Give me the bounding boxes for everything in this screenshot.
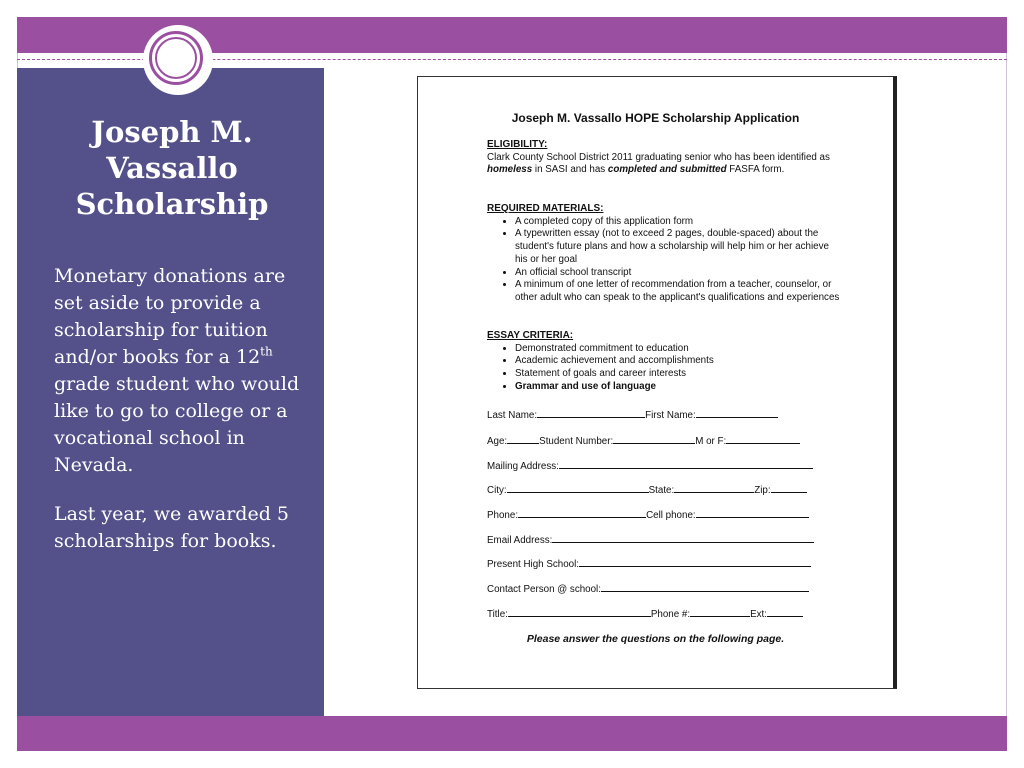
list-item: • A typewritten essay (not to exceed 2 pages, double-spaced) about the student's future plans and how a scholarship will help him or her achieve his or her goal bbox=[515, 228, 842, 266]
last-name-label: Last Name: bbox=[487, 410, 538, 421]
form-row-mailing bbox=[487, 458, 824, 472]
eligibility-text bbox=[487, 152, 842, 177]
slide-title: Joseph M. Vassallo Scholarship bbox=[75, 115, 269, 221]
age-label: Age: bbox=[487, 436, 508, 447]
required-materials-heading: REQUIRED MATERIALS: bbox=[487, 203, 604, 214]
bottom-accent-bar bbox=[17, 716, 1007, 751]
cell-phone-field bbox=[696, 507, 809, 518]
gender-field bbox=[726, 433, 800, 444]
state-field bbox=[674, 482, 754, 493]
form-row-phone bbox=[487, 507, 824, 521]
email-field bbox=[552, 532, 814, 543]
contact-person-label: Contact Person @ school: bbox=[487, 584, 601, 595]
form-row-contact bbox=[487, 581, 824, 595]
eligibility-text-3: FASFA form. bbox=[726, 164, 785, 176]
list-item: • A minimum of one letter of recommendation from a teacher, counselor, or other adult who can speak to the applicant's qualifications and experiences bbox=[515, 279, 842, 304]
title-field bbox=[508, 606, 651, 617]
application-form-image bbox=[417, 76, 897, 689]
eligibility-section bbox=[487, 139, 842, 177]
form-row-high-school bbox=[487, 556, 824, 570]
list-item: • Grammar and use of language bbox=[515, 381, 842, 394]
phone-number-label: Phone #: bbox=[650, 609, 691, 620]
high-school-label: Present High School: bbox=[487, 559, 580, 570]
form-row-title bbox=[487, 606, 824, 620]
mailing-address-field bbox=[559, 458, 813, 469]
paragraph-awards: Last year, we awarded 5 scholarships for books. bbox=[54, 503, 289, 552]
list-item: • Academic achievement and accomplishments bbox=[515, 355, 842, 368]
first-name-field bbox=[696, 407, 778, 418]
age-field bbox=[507, 433, 539, 444]
zip-label: Zip: bbox=[754, 485, 771, 496]
student-number-field bbox=[613, 433, 695, 444]
essay-criteria-list bbox=[487, 343, 842, 394]
essay-criteria-section bbox=[487, 330, 842, 394]
city-label: City: bbox=[487, 485, 507, 496]
paragraph-donations bbox=[54, 263, 304, 479]
city-field bbox=[507, 482, 649, 493]
required-materials-list bbox=[487, 216, 842, 305]
form-row-age bbox=[487, 433, 824, 447]
last-name-field bbox=[537, 407, 645, 418]
phone-field bbox=[518, 507, 646, 518]
form-title: Joseph M. Vassallo HOPE Scholarship Application bbox=[511, 111, 800, 125]
zip-field bbox=[771, 482, 807, 493]
paragraph-donations-text: Monetary donations are set aside to provide a scholarship for tuition and/or books for a 12 bbox=[54, 265, 286, 368]
high-school-field bbox=[579, 556, 811, 567]
mailing-address-label: Mailing Address: bbox=[487, 461, 559, 472]
list-item: • A completed copy of this application form bbox=[515, 216, 842, 229]
first-name-label: First Name: bbox=[645, 410, 696, 421]
form-footer-instruction: Please answer the questions on the following page. bbox=[526, 633, 785, 645]
paragraph-donations-text-end: grade student who would like to go to college or a vocational school in Nevada. bbox=[54, 373, 300, 476]
required-materials-section bbox=[487, 203, 842, 305]
form-row-city bbox=[487, 482, 824, 496]
title-label: Title: bbox=[487, 609, 508, 620]
ext-field bbox=[767, 606, 803, 617]
state-label: State: bbox=[648, 485, 675, 496]
eligibility-text-2: in SASI and has bbox=[532, 164, 608, 176]
form-row-name bbox=[487, 407, 824, 421]
circle-ornament-inner-ring bbox=[155, 37, 197, 79]
cell-phone-label: Cell phone: bbox=[646, 510, 696, 521]
list-item: • Statement of goals and career interests bbox=[515, 368, 842, 381]
gender-label: M or F: bbox=[695, 436, 727, 447]
eligibility-text-1: Clark County School District 2011 graduating senior who has been identified as bbox=[487, 151, 830, 163]
list-item: • An official school transcript bbox=[515, 267, 842, 280]
eligibility-emphasis-2: completed and submitted bbox=[607, 164, 727, 176]
phone-number-field bbox=[690, 606, 750, 617]
eligibility-heading: ELIGIBILITY: bbox=[487, 139, 548, 150]
phone-label: Phone: bbox=[487, 510, 519, 521]
email-label: Email Address: bbox=[487, 535, 553, 546]
contact-person-field bbox=[601, 581, 809, 592]
form-row-email bbox=[487, 532, 824, 546]
ordinal-suffix: th bbox=[260, 344, 273, 359]
essay-criteria-heading: ESSAY CRITERIA: bbox=[487, 330, 574, 341]
eligibility-emphasis-1: homeless bbox=[487, 164, 533, 176]
list-item: • Demonstrated commitment to education bbox=[515, 343, 842, 356]
ext-label: Ext: bbox=[750, 609, 767, 620]
student-number-label: Student Number: bbox=[539, 436, 614, 447]
